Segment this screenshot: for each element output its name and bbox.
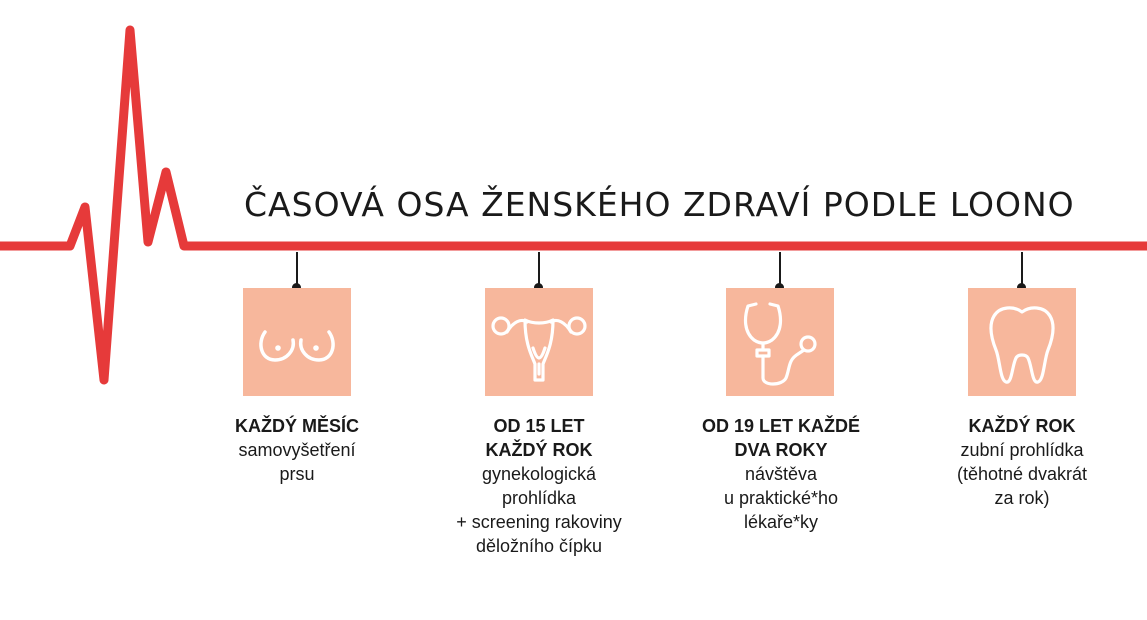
caption-description: gynekologická prohlídka + screening rakoviny děložního čípku [456, 464, 622, 556]
caption-from-15 [439, 414, 639, 558]
breast-icon [243, 288, 351, 396]
icon-box-stethoscope [726, 288, 834, 396]
caption-yearly [922, 414, 1122, 510]
caption-heading: OD 19 LET KAŽDÉ DVA ROKY [701, 416, 861, 460]
icon-box-breast [243, 288, 351, 396]
caption-description: samovyšetření prsu [238, 440, 356, 484]
uterus-icon [485, 288, 593, 396]
caption-description: zubní prohlídka (těhotné dvakrát za rok) [956, 440, 1088, 508]
page-title: ČASOVÁ OSA ŽENSKÉHO ZDRAVÍ PODLE LOONO [244, 185, 1075, 224]
icon-box-uterus [485, 288, 593, 396]
stethoscope-icon [726, 288, 834, 396]
caption-heading: KAŽDÝ MĚSÍC [234, 416, 359, 436]
caption-heading: OD 15 LET KAŽDÝ ROK [485, 416, 593, 460]
caption-from-19 [681, 414, 881, 534]
caption-description: návštěva u praktické*ho lékaře*ky [723, 464, 839, 532]
caption-heading: KAŽDÝ ROK [968, 416, 1076, 436]
tooth-icon [968, 288, 1076, 396]
icon-box-tooth [968, 288, 1076, 396]
caption-monthly [197, 414, 397, 486]
